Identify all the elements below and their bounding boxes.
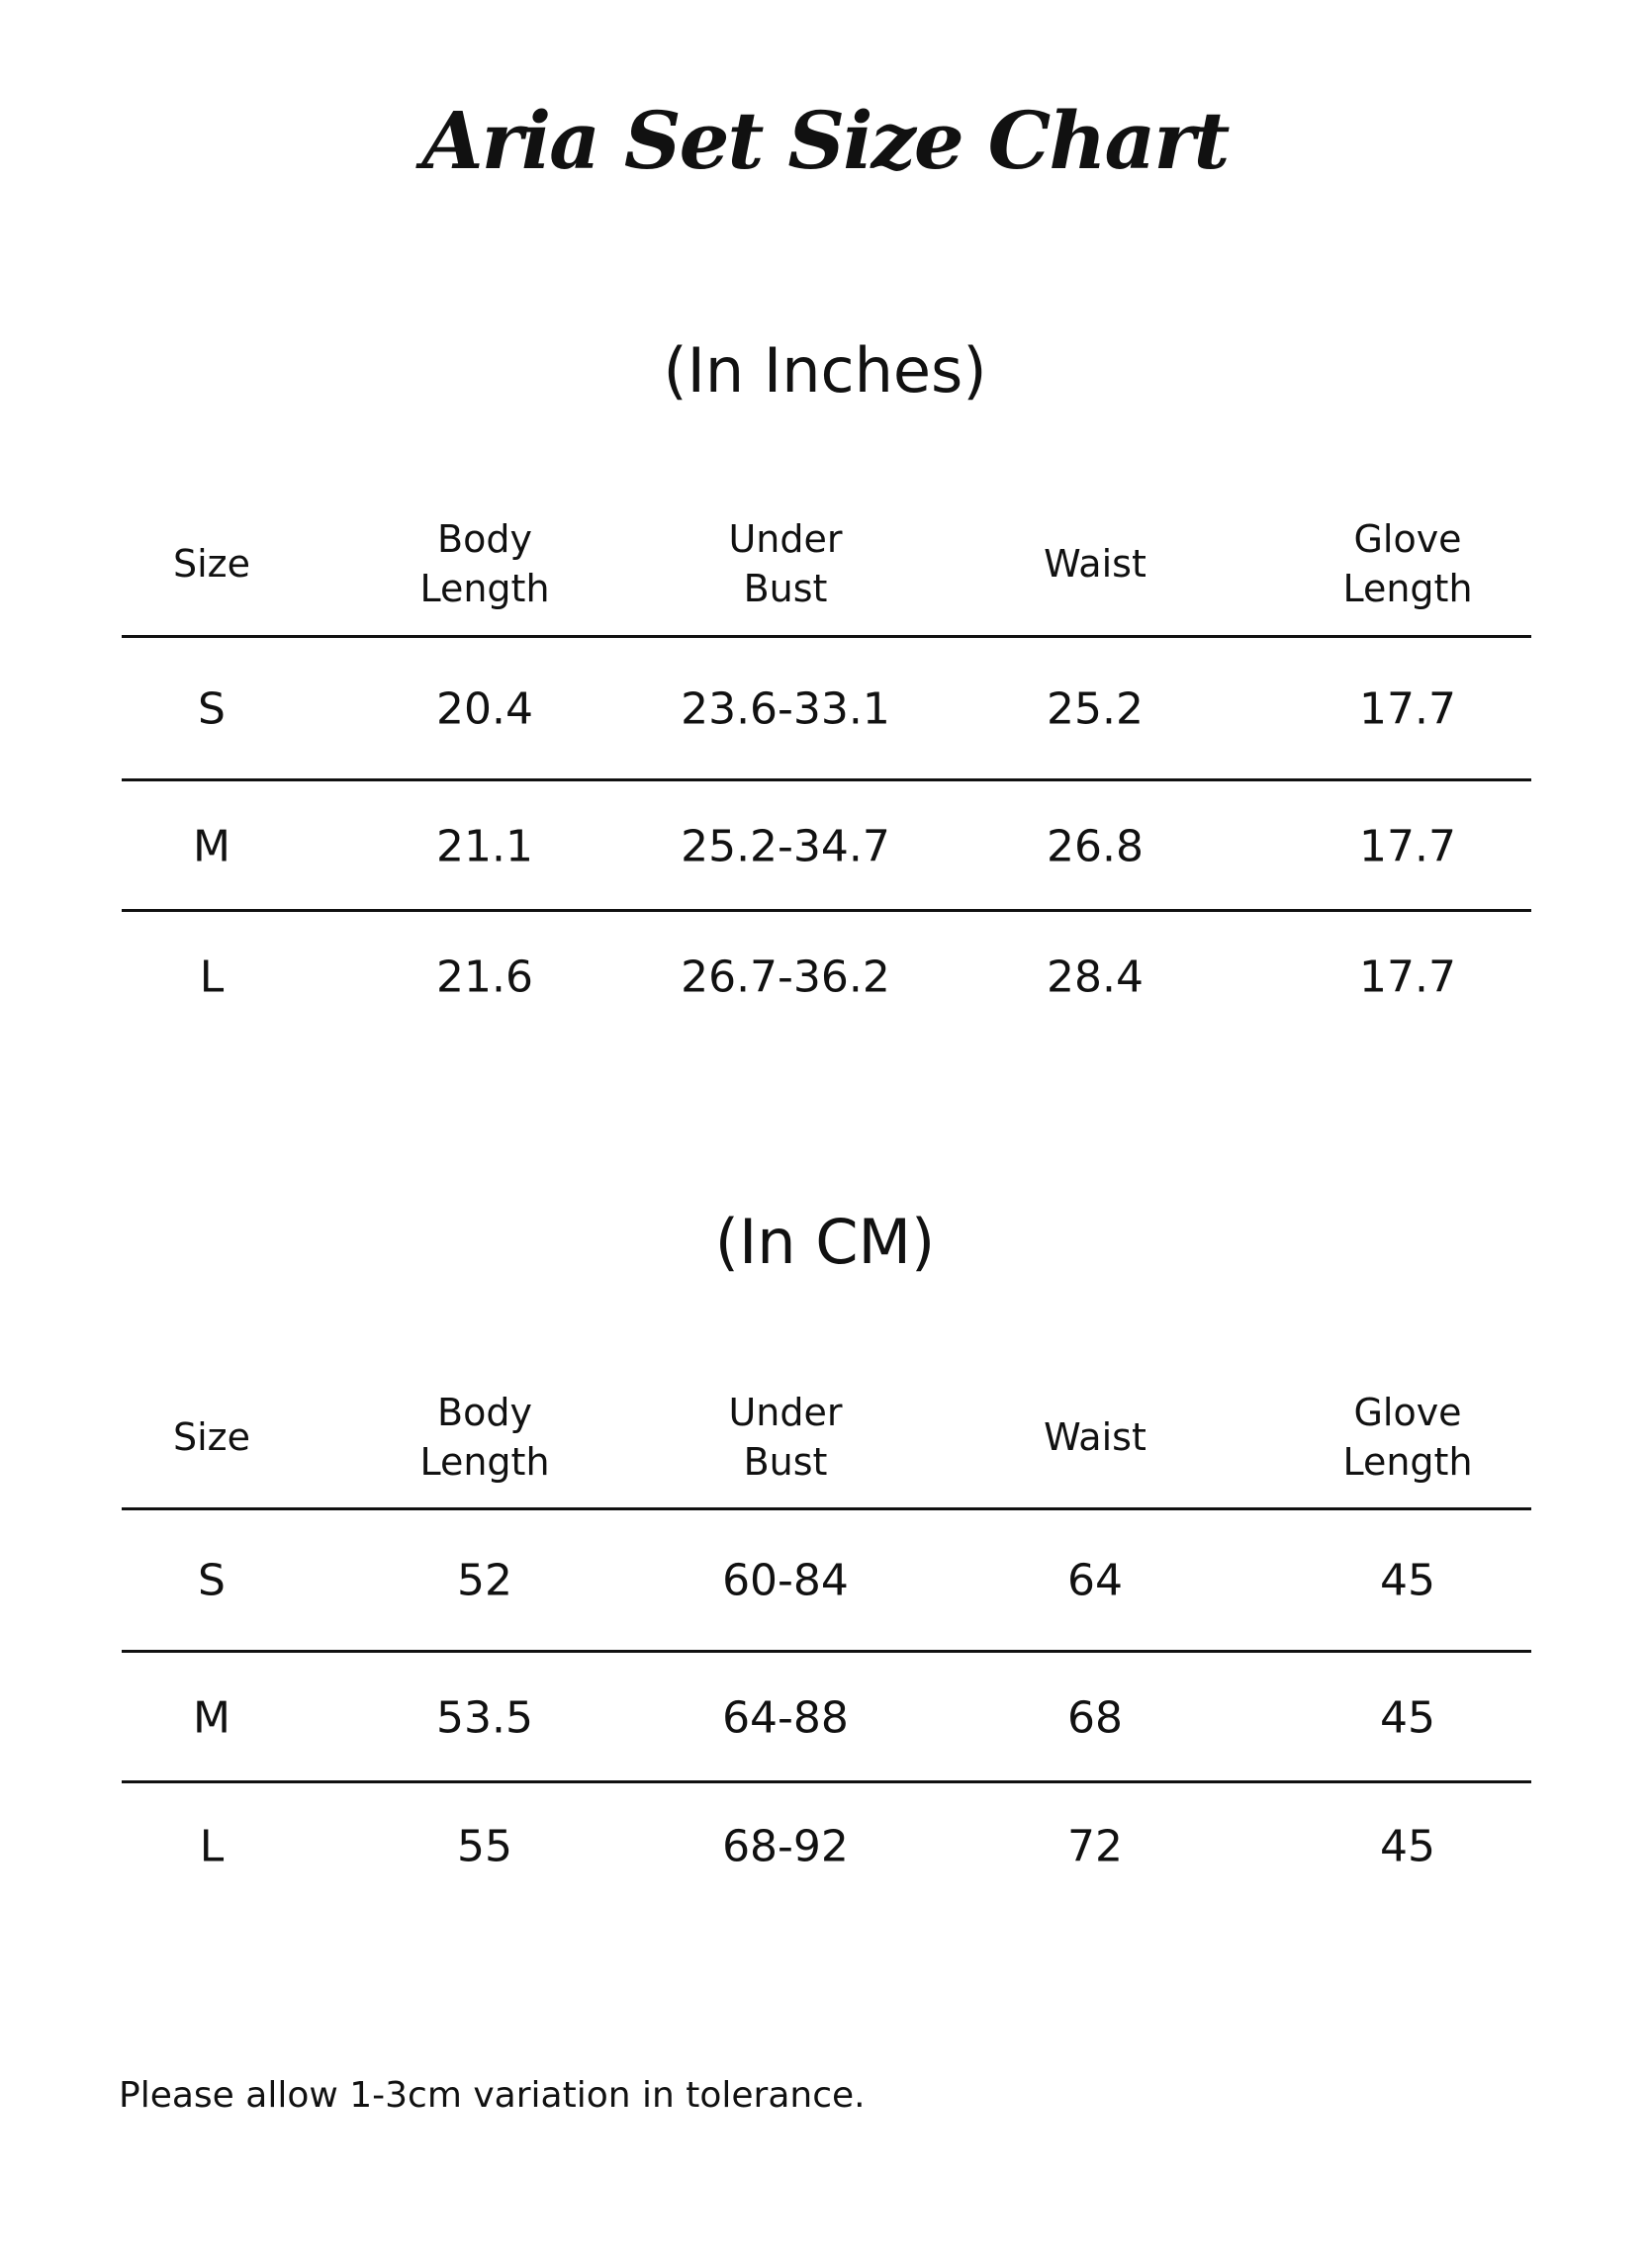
measurement-cell: 26.7-36.2 xyxy=(681,952,890,1003)
table-subtitle: (In CM) xyxy=(714,1206,936,1278)
measurement-cell: 25.2-34.7 xyxy=(681,821,890,872)
measurement-cell: 20.4 xyxy=(436,683,533,735)
column-header: Glove Length xyxy=(1342,517,1473,610)
measurement-cell: 26.8 xyxy=(1047,821,1144,872)
size-label: S xyxy=(198,683,226,735)
measurement-cell: 25.2 xyxy=(1047,683,1144,735)
size-label: L xyxy=(199,1821,225,1872)
size-label: L xyxy=(199,952,225,1003)
measurement-cell: 21.6 xyxy=(436,952,533,1003)
column-header: Under Bust xyxy=(728,1391,843,1484)
measurement-cell: 17.7 xyxy=(1359,821,1456,872)
measurement-cell: 52 xyxy=(457,1555,512,1606)
measurement-cell: 72 xyxy=(1067,1821,1123,1872)
row-divider xyxy=(122,778,1531,781)
measurement-cell: 17.7 xyxy=(1359,952,1456,1003)
measurement-cell: 23.6-33.1 xyxy=(681,683,890,735)
measurement-cell: 53.5 xyxy=(436,1692,533,1744)
column-header: Waist xyxy=(1044,1415,1146,1459)
row-divider xyxy=(122,1507,1531,1510)
measurement-cell: 64-88 xyxy=(722,1692,849,1744)
measurement-cell: 28.4 xyxy=(1047,952,1144,1003)
measurement-cell: 55 xyxy=(457,1821,512,1872)
tolerance-note: Please allow 1-3cm variation in tolerance. xyxy=(119,2075,866,2116)
size-label: M xyxy=(193,821,230,872)
column-header: Size xyxy=(172,542,250,586)
column-header: Body Length xyxy=(419,517,550,610)
row-divider xyxy=(122,909,1531,912)
measurement-cell: 68-92 xyxy=(722,1821,849,1872)
column-header: Waist xyxy=(1044,542,1146,586)
measurement-cell: 45 xyxy=(1380,1555,1435,1606)
column-header: Size xyxy=(172,1415,250,1459)
column-header: Under Bust xyxy=(728,517,843,610)
measurement-cell: 21.1 xyxy=(436,821,533,872)
measurement-cell: 64 xyxy=(1067,1555,1123,1606)
measurement-cell: 45 xyxy=(1380,1692,1435,1744)
size-label: S xyxy=(198,1555,226,1606)
page-title: Aria Set Size Chart xyxy=(421,94,1229,187)
measurement-cell: 60-84 xyxy=(722,1555,849,1606)
table-subtitle: (In Inches) xyxy=(663,334,987,407)
measurement-cell: 68 xyxy=(1067,1692,1123,1744)
measurement-cell: 17.7 xyxy=(1359,683,1456,735)
row-divider xyxy=(122,1650,1531,1653)
row-divider xyxy=(122,635,1531,638)
size-label: M xyxy=(193,1692,230,1744)
column-header: Glove Length xyxy=(1342,1391,1473,1484)
column-header: Body Length xyxy=(419,1391,550,1484)
measurement-cell: 45 xyxy=(1380,1821,1435,1872)
row-divider xyxy=(122,1780,1531,1783)
